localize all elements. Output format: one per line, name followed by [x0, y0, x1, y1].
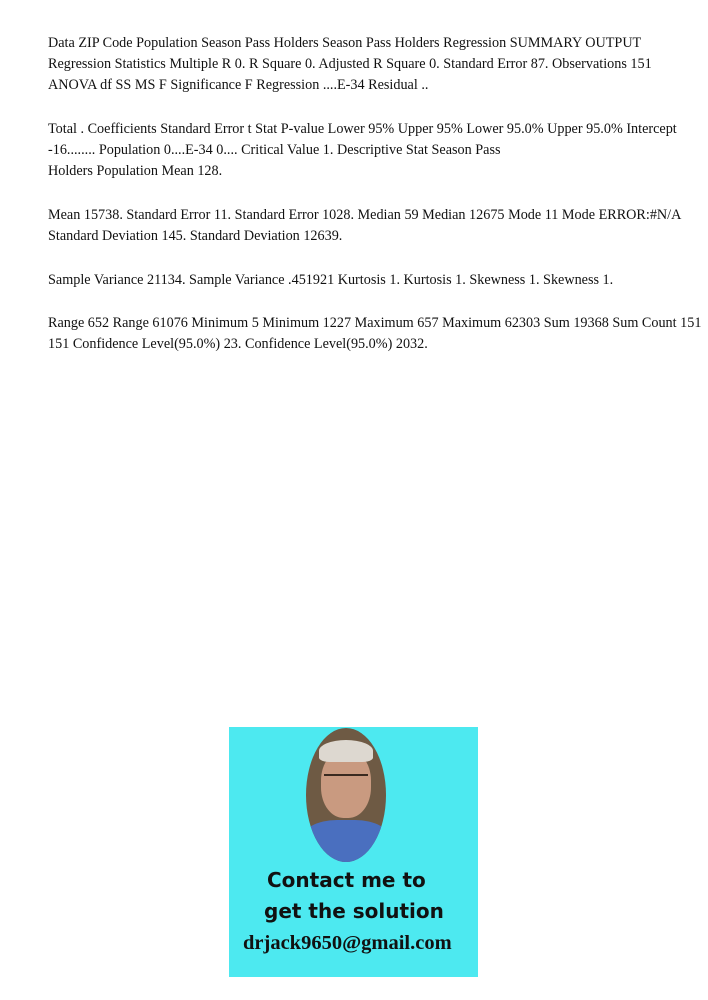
portrait-photo [306, 728, 386, 862]
document-paragraph: Mean 15738. Standard Error 11. Standard Error 1028. Median 59 Median 12675 Mode 11 Mode ERROR:#N/A Standard Deviation 145. Standard Deviation 12639. [48, 207, 681, 244]
ad-headline: Contact me to [267, 868, 426, 892]
document-paragraph: Range 652 Range 61076 Minimum 5 Minimum 1227 Maximum 657 Maximum 62303 Sum 19368 Sum Count 151 151 Confidence Level(95.0%) 23. Confidence Level(95.0%) 2032. [48, 315, 702, 352]
contact-email: drjack9650@gmail.com [243, 932, 452, 954]
document-paragraph: Sample Variance 21134. Sample Variance .451921 Kurtosis 1. Kurtosis 1. Skewness 1. Skewness 1. [48, 272, 614, 288]
contact-advertisement [229, 727, 478, 977]
ad-subheadline: get the solution [264, 899, 444, 923]
document-paragraph: Total . Coefficients Standard Error t Stat P-value Lower 95% Upper 95% Lower 95.0% Upper 95.0% Intercept -16........ Population 0....E-34 0.... Critical Value 1. Descriptive Stat Season Pass Holders Population Mean 128. [48, 121, 677, 179]
document-paragraph: Data ZIP Code Population Season Pass Holders Season Pass Holders Regression SUMMARY OUTPUT Regression Statistics Multiple R 0. R Square 0. Adjusted R Square 0. Standard Error 87. Observations 151 ANOVA df SS MS F Significance F Regression ....E-34 Residual .. [48, 35, 652, 93]
